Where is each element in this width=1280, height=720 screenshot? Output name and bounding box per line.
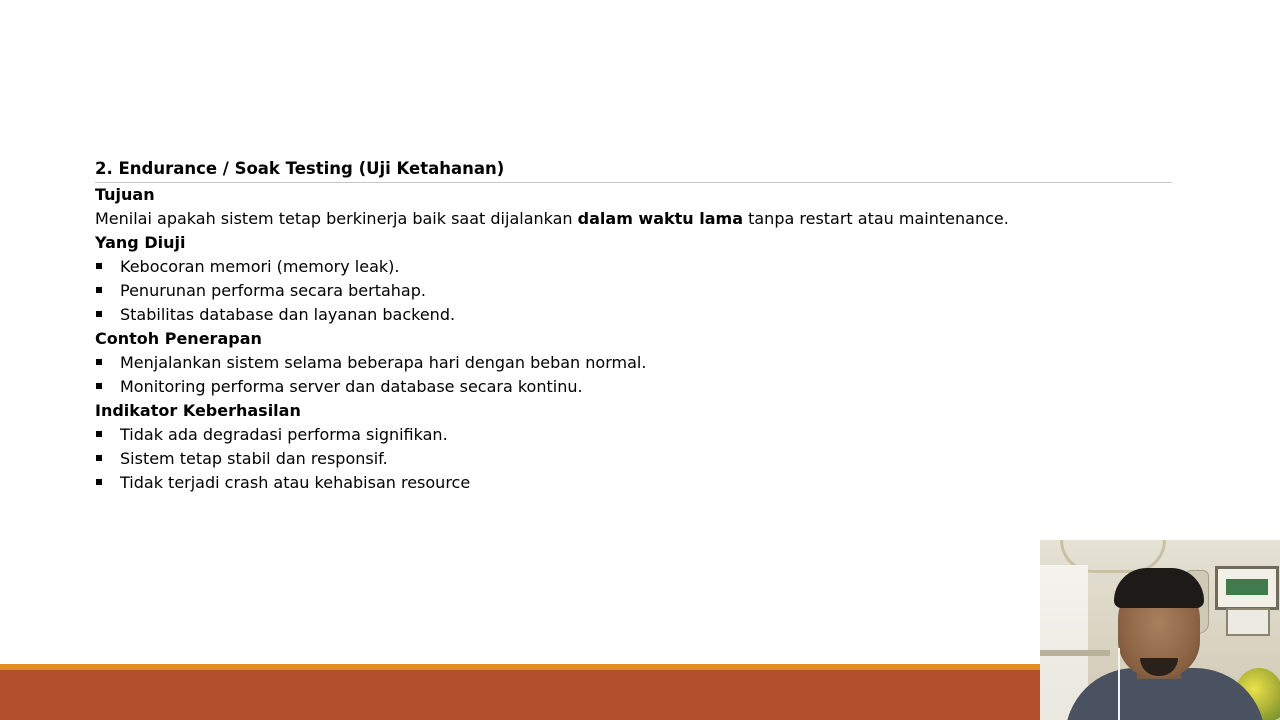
tujuan-text-bold: dalam waktu lama	[577, 209, 744, 228]
slide-content	[95, 157, 1172, 495]
wall-shelf	[1040, 650, 1110, 656]
list-item-text: Tidak terjadi crash atau kehabisan resource	[120, 473, 471, 492]
list-item-text: Tidak ada degradasi performa signifikan.	[120, 425, 448, 444]
square-bullet-icon	[96, 383, 102, 389]
list-item	[95, 255, 1172, 279]
list-item-text: Penurunan performa secara bertahap.	[120, 281, 426, 300]
list-item-text: Menjalankan sistem selama beberapa hari dengan beban normal.	[120, 353, 647, 372]
webcam-overlay	[1040, 540, 1280, 720]
list-item-text: Stabilitas database dan layanan backend.	[120, 305, 456, 324]
section-heading-contoh-penerapan: Contoh Penerapan	[95, 329, 262, 348]
tujuan-text	[95, 207, 1172, 231]
square-bullet-icon	[96, 287, 102, 293]
list-item	[95, 423, 1172, 447]
square-bullet-icon	[96, 311, 102, 317]
wall-frame	[1215, 566, 1279, 610]
list-item	[95, 351, 1172, 375]
tujuan-text-after: tanpa restart atau maintenance.	[743, 209, 1009, 228]
square-bullet-icon	[96, 479, 102, 485]
list-item-text: Kebocoran memori (memory leak).	[120, 257, 400, 276]
section-heading-yang-diuji: Yang Diuji	[95, 233, 186, 252]
section-heading-indikator: Indikator Keberhasilan	[95, 401, 301, 420]
list-item	[95, 303, 1172, 327]
square-bullet-icon	[96, 263, 102, 269]
list-item	[95, 279, 1172, 303]
list-item	[95, 447, 1172, 471]
wall-frame-small	[1226, 608, 1270, 636]
square-bullet-icon	[96, 359, 102, 365]
list-item-text: Sistem tetap stabil dan responsif.	[120, 449, 388, 468]
list-item	[95, 375, 1172, 399]
tujuan-text-before: Menilai apakah sistem tetap berkinerja baik saat dijalankan	[95, 209, 578, 228]
presenter-hair	[1114, 568, 1204, 608]
footer-bar	[0, 670, 1040, 720]
list-item-text: Monitoring performa server dan database secara kontinu.	[120, 377, 583, 396]
square-bullet-icon	[96, 455, 102, 461]
square-bullet-icon	[96, 431, 102, 437]
list-item	[95, 471, 1172, 495]
slide-title: 2. Endurance / Soak Testing (Uji Ketahanan)	[95, 157, 1172, 183]
section-heading-tujuan: Tujuan	[95, 185, 155, 204]
earphone-cable	[1118, 648, 1120, 720]
